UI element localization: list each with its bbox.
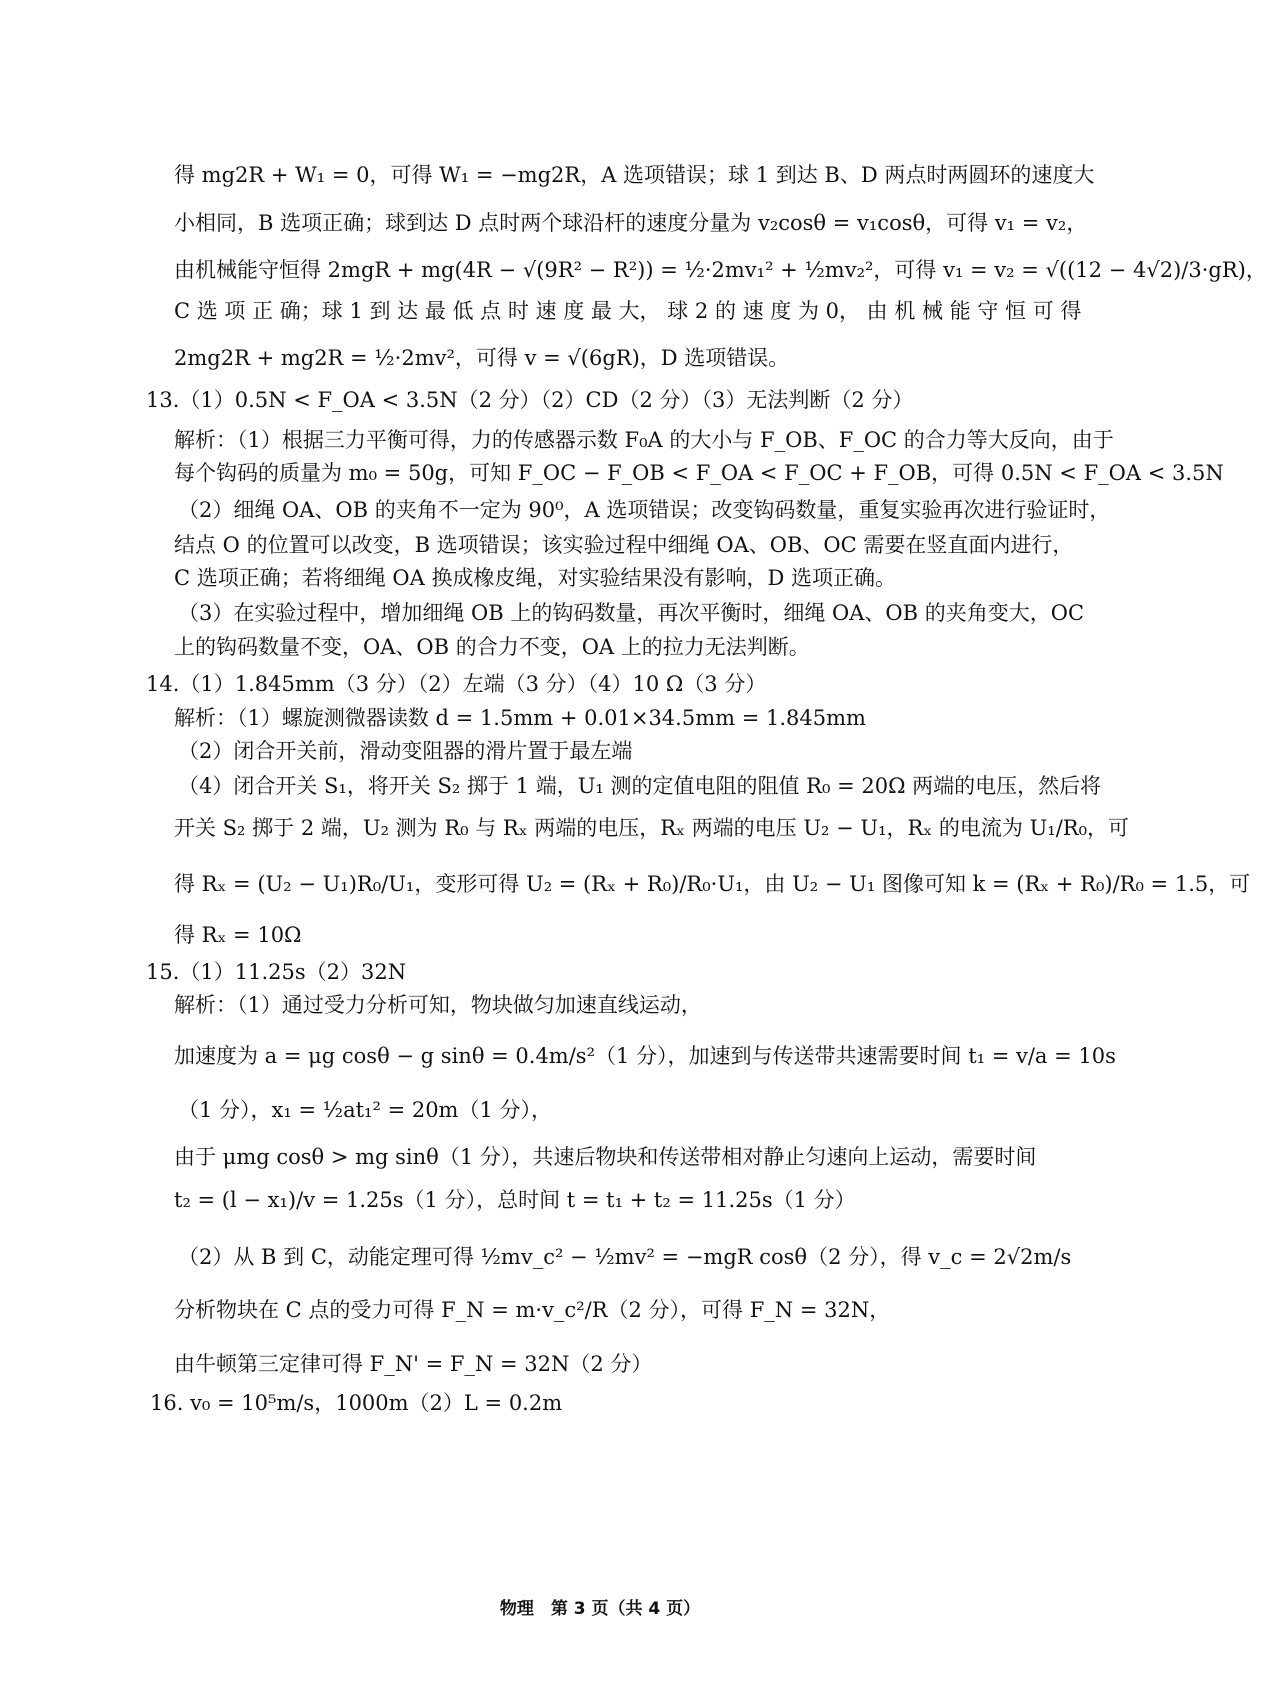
text-line: t₂ = (l − x₁)/v = 1.25s（1 分），总时间 t = t₁ + t₂ = 11.25s（1 分） (174, 1188, 856, 1212)
text-line: （4）闭合开关 S₁，将开关 S₂ 掷于 1 端，U₁ 测的定值电阻的阻值 R₀ = 20Ω 两端的电压，然后将 (178, 774, 1102, 798)
text-line: 由机械能守恒得 2mgR + mg(4R − √(9R² − R²)) = ½·2mv₁² + ½mv₂²，可得 v₁ = v₂ = √((12 − 4√2)/3·gR)， (174, 258, 1267, 282)
text-line: 由牛顿第三定律可得 F_N' = F_N = 32N（2 分） (174, 1352, 653, 1376)
question-14-answer: 14.（1）1.845mm（3 分）（2）左端（3 分）（4）10 Ω（3 分） (146, 672, 767, 696)
text-line: 上的钩码数量不变，OA、OB 的合力不变，OA 上的拉力无法判断。 (174, 635, 810, 659)
text-line: 每个钩码的质量为 m₀ = 50g，可知 F_OC − F_OB < F_OA < F_OC + F_OB，可得 0.5N < F_OA < 3.5N (174, 461, 1224, 485)
text-line: （3）在实验过程中，增加细绳 OB 上的钩码数量，再次平衡时，细绳 OA、OB 的夹角变大，OC (178, 601, 1085, 625)
text-line: C 选 项 正 确；球 1 到 达 最 低 点 时 速 度 最 大， 球 2 的 速 度 为 0， 由 机 械 能 守 恒 可 得 (174, 299, 1082, 323)
text-line: 开关 S₂ 掷于 2 端，U₂ 测为 R₀ 与 Rₓ 两端的电压，Rₓ 两端的电压 U₂ − U₁，Rₓ 的电流为 U₁/R₀，可 (174, 816, 1130, 840)
text-line: 解析：（1）通过受力分析可知，物块做匀加速直线运动， (174, 993, 702, 1017)
text-line: 得 Rₓ = (U₂ − U₁)R₀/U₁，变形可得 U₂ = (Rₓ + R₀)/R₀·U₁，由 U₂ − U₁ 图像可知 k = (Rₓ + R₀)/R₀ = 1.5，可 (174, 872, 1251, 896)
text-line: C 选项正确；若将细绳 OA 换成橡皮绳，对实验结果没有影响，D 选项正确。 (174, 566, 896, 590)
question-16-answer: 16. v₀ = 10⁵m/s，1000m（2）L = 0.2m (150, 1391, 563, 1415)
text-line: （2）细绳 OA、OB 的夹角不一定为 90⁰，A 选项错误；改变钩码数量，重复实验再次进行验证时， (178, 498, 1111, 522)
question-15-answer: 15.（1）11.25s（2）32N (146, 960, 407, 984)
text-line: 加速度为 a = μg cosθ − g sinθ = 0.4m/s²（1 分），加速到与传送带共速需要时间 t₁ = v/a = 10s (174, 1044, 1116, 1068)
text-line: （1 分），x₁ = ½at₁² = 20m（1 分）， (178, 1098, 553, 1122)
text-line: （2）从 B 到 C，动能定理可得 ½mv_c² − ½mv² = −mgR cosθ（2 分），得 v_c = 2√2m/s (178, 1245, 1072, 1269)
text-line: （2）闭合开关前，滑动变阻器的滑片置于最左端 (178, 739, 633, 763)
text-line: 解析：（1）根据三力平衡可得，力的传感器示数 F₀A 的大小与 F_OB、F_OC 的合力等大反向，由于 (174, 428, 1114, 452)
text-line: 2mg2R + mg2R = ½·2mv²，可得 v = √(6gR)，D 选项错误。 (174, 346, 790, 370)
text-line: 得 mg2R + W₁ = 0，可得 W₁ = −mg2R，A 选项错误；球 1 到达 B、D 两点时两圆环的速度大 (174, 163, 1095, 187)
text-line: 解析：（1）螺旋测微器读数 d = 1.5mm + 0.01×34.5mm = 1.845mm (174, 706, 866, 730)
question-13-answer: 13.（1）0.5N < F_OA < 3.5N（2 分）（2）CD（2 分）（3）无法判断（2 分） (146, 388, 914, 412)
text-line: 小相同，B 选项正确；球到达 D 点时两个球沿杆的速度分量为 v₂cosθ = v₁cosθ，可得 v₁ = v₂， (174, 211, 1088, 235)
text-line: 由于 μmg cosθ > mg sinθ（1 分），共速后物块和传送带相对静止匀速向上运动，需要时间 (174, 1145, 1037, 1169)
text-line: 结点 O 的位置可以改变，B 选项错误；该实验过程中细绳 OA、OB、OC 需要在竖直面内进行， (174, 533, 1074, 557)
text-line: 得 Rₓ = 10Ω (174, 923, 302, 947)
page-footer: 物理 第 3 页（共 4 页） (499, 1599, 701, 1619)
text-line: 分析物块在 C 点的受力可得 F_N = m·v_c²/R（2 分），可得 F_N = 32N， (174, 1298, 891, 1322)
